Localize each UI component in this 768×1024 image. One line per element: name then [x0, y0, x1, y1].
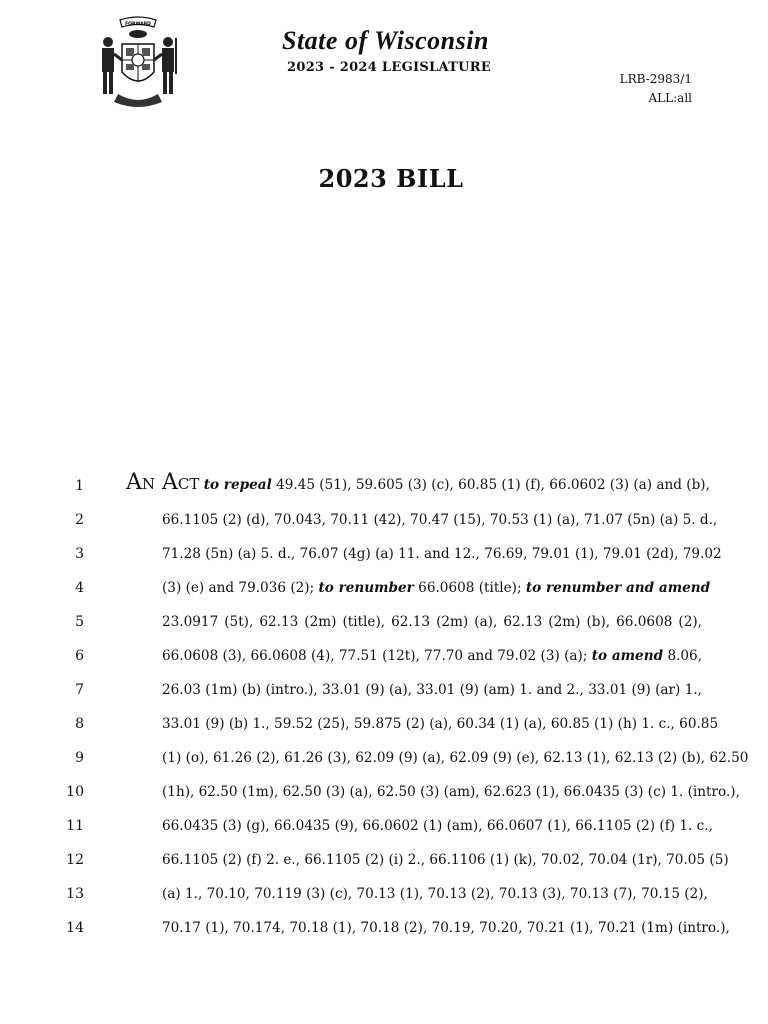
bill-line [0, 910, 768, 944]
lrb-number: LRB-2983/1 [619, 72, 692, 86]
state-title: State of Wisconsin [282, 26, 489, 55]
keyword: to renumber and amend [525, 580, 711, 596]
bill-line [0, 502, 768, 536]
bill-line [0, 740, 768, 774]
line-number: 13 [66, 886, 84, 902]
bill-line [0, 774, 768, 808]
line-text-segment: 8.06, [667, 648, 703, 664]
line-text: (1h), 62.50 (1m), 62.50 (3) (a), 62.50 (3) (am), 62.623 (1), 66.0435 (3) (c) 1. (intro.), [162, 784, 740, 800]
bill-line [0, 808, 768, 842]
line-text: 33.01 (9) (b) 1., 59.52 (25), 59.875 (2) (a), 60.34 (1) (a), 60.85 (1) (h) 1. c., 60.85 [162, 716, 719, 732]
keyword: to repeal [203, 477, 272, 493]
line-number: 9 [75, 750, 84, 766]
line-number: 8 [75, 716, 84, 732]
line-number: 7 [75, 682, 84, 698]
bill-line [0, 570, 768, 604]
keyword: to renumber [318, 580, 414, 596]
legislature-subtitle: 2023 - 2024 LEGISLATURE [287, 60, 492, 75]
bill-line [0, 638, 768, 672]
line-text: (a) 1., 70.10, 70.119 (3) (c), 70.13 (1), 70.13 (2), 70.13 (3), 70.13 (7), 70.15 (2), [162, 886, 708, 902]
line-text [126, 470, 710, 495]
keyword: to amend [591, 648, 664, 664]
an-act-label: An Act [126, 470, 200, 495]
bill-line [0, 604, 768, 638]
line-number: 4 [75, 580, 84, 596]
line-text: 71.28 (5n) (a) 5. d., 76.07 (4g) (a) 11. and 12., 76.69, 79.01 (1), 79.01 (2d), 79.02 [162, 546, 722, 562]
bill-title: 2023 BILL [318, 164, 464, 193]
line-number: 1 [75, 478, 84, 494]
line-number: 5 [75, 614, 84, 630]
lrb-scope: ALL:all [648, 91, 692, 105]
line-number: 2 [75, 512, 84, 528]
line-number: 10 [66, 784, 84, 800]
line-text: 66.0435 (3) (g), 66.0435 (9), 66.0602 (1) (am), 66.0607 (1), 66.1105 (2) (f) 1. c., [162, 818, 713, 834]
line-text-segment: 49.45 (51), 59.605 (3) (c), 60.85 (1) (f), 66.0602 (3) (a) and (b), [276, 477, 710, 493]
line-text [162, 580, 711, 596]
line-text: 66.1105 (2) (f) 2. e., 66.1105 (2) (i) 2., 66.1106 (1) (k), 70.02, 70.04 (1r), 70.05 (5) [162, 852, 729, 868]
line-text-segment: 66.0608 (3), 66.0608 (4), 77.51 (12t), 77.70 and 79.02 (3) (a); [162, 648, 588, 664]
line-number: 3 [75, 546, 84, 562]
bill-line [0, 468, 768, 502]
line-text: 26.03 (1m) (b) (intro.), 33.01 (9) (a), 33.01 (9) (am) 1. and 2., 33.01 (9) (ar) 1., [162, 682, 702, 698]
bill-line [0, 842, 768, 876]
line-text-segment: 66.0608 (title); [418, 580, 522, 596]
bill-line [0, 672, 768, 706]
line-number: 11 [66, 818, 84, 834]
line-text: 70.17 (1), 70.174, 70.18 (1), 70.18 (2), 70.19, 70.20, 70.21 (1), 70.21 (1m) (intro.), [162, 920, 730, 936]
line-text-segment: (3) (e) and 79.036 (2); [162, 580, 315, 596]
bill-line [0, 706, 768, 740]
line-text: (1) (o), 61.26 (2), 61.26 (3), 62.09 (9) (a), 62.09 (9) (e), 62.13 (1), 62.13 (2) (b), 62.50 [162, 750, 749, 766]
line-text: 23.0917 (5t), 62.13 (2m) (title), 62.13 (2m) (a), 62.13 (2m) (b), 66.0608 (2), [162, 614, 702, 630]
line-text: 66.1105 (2) (d), 70.043, 70.11 (42), 70.47 (15), 70.53 (1) (a), 71.07 (5n) (a) 5. d., [162, 512, 718, 528]
bill-line [0, 876, 768, 910]
line-number: 14 [66, 920, 84, 936]
line-text [162, 648, 702, 664]
bill-line [0, 536, 768, 570]
line-number: 12 [66, 852, 84, 868]
line-number: 6 [75, 648, 84, 664]
seal-motto: FORWARD [125, 22, 151, 27]
state-seal-icon [92, 14, 184, 112]
